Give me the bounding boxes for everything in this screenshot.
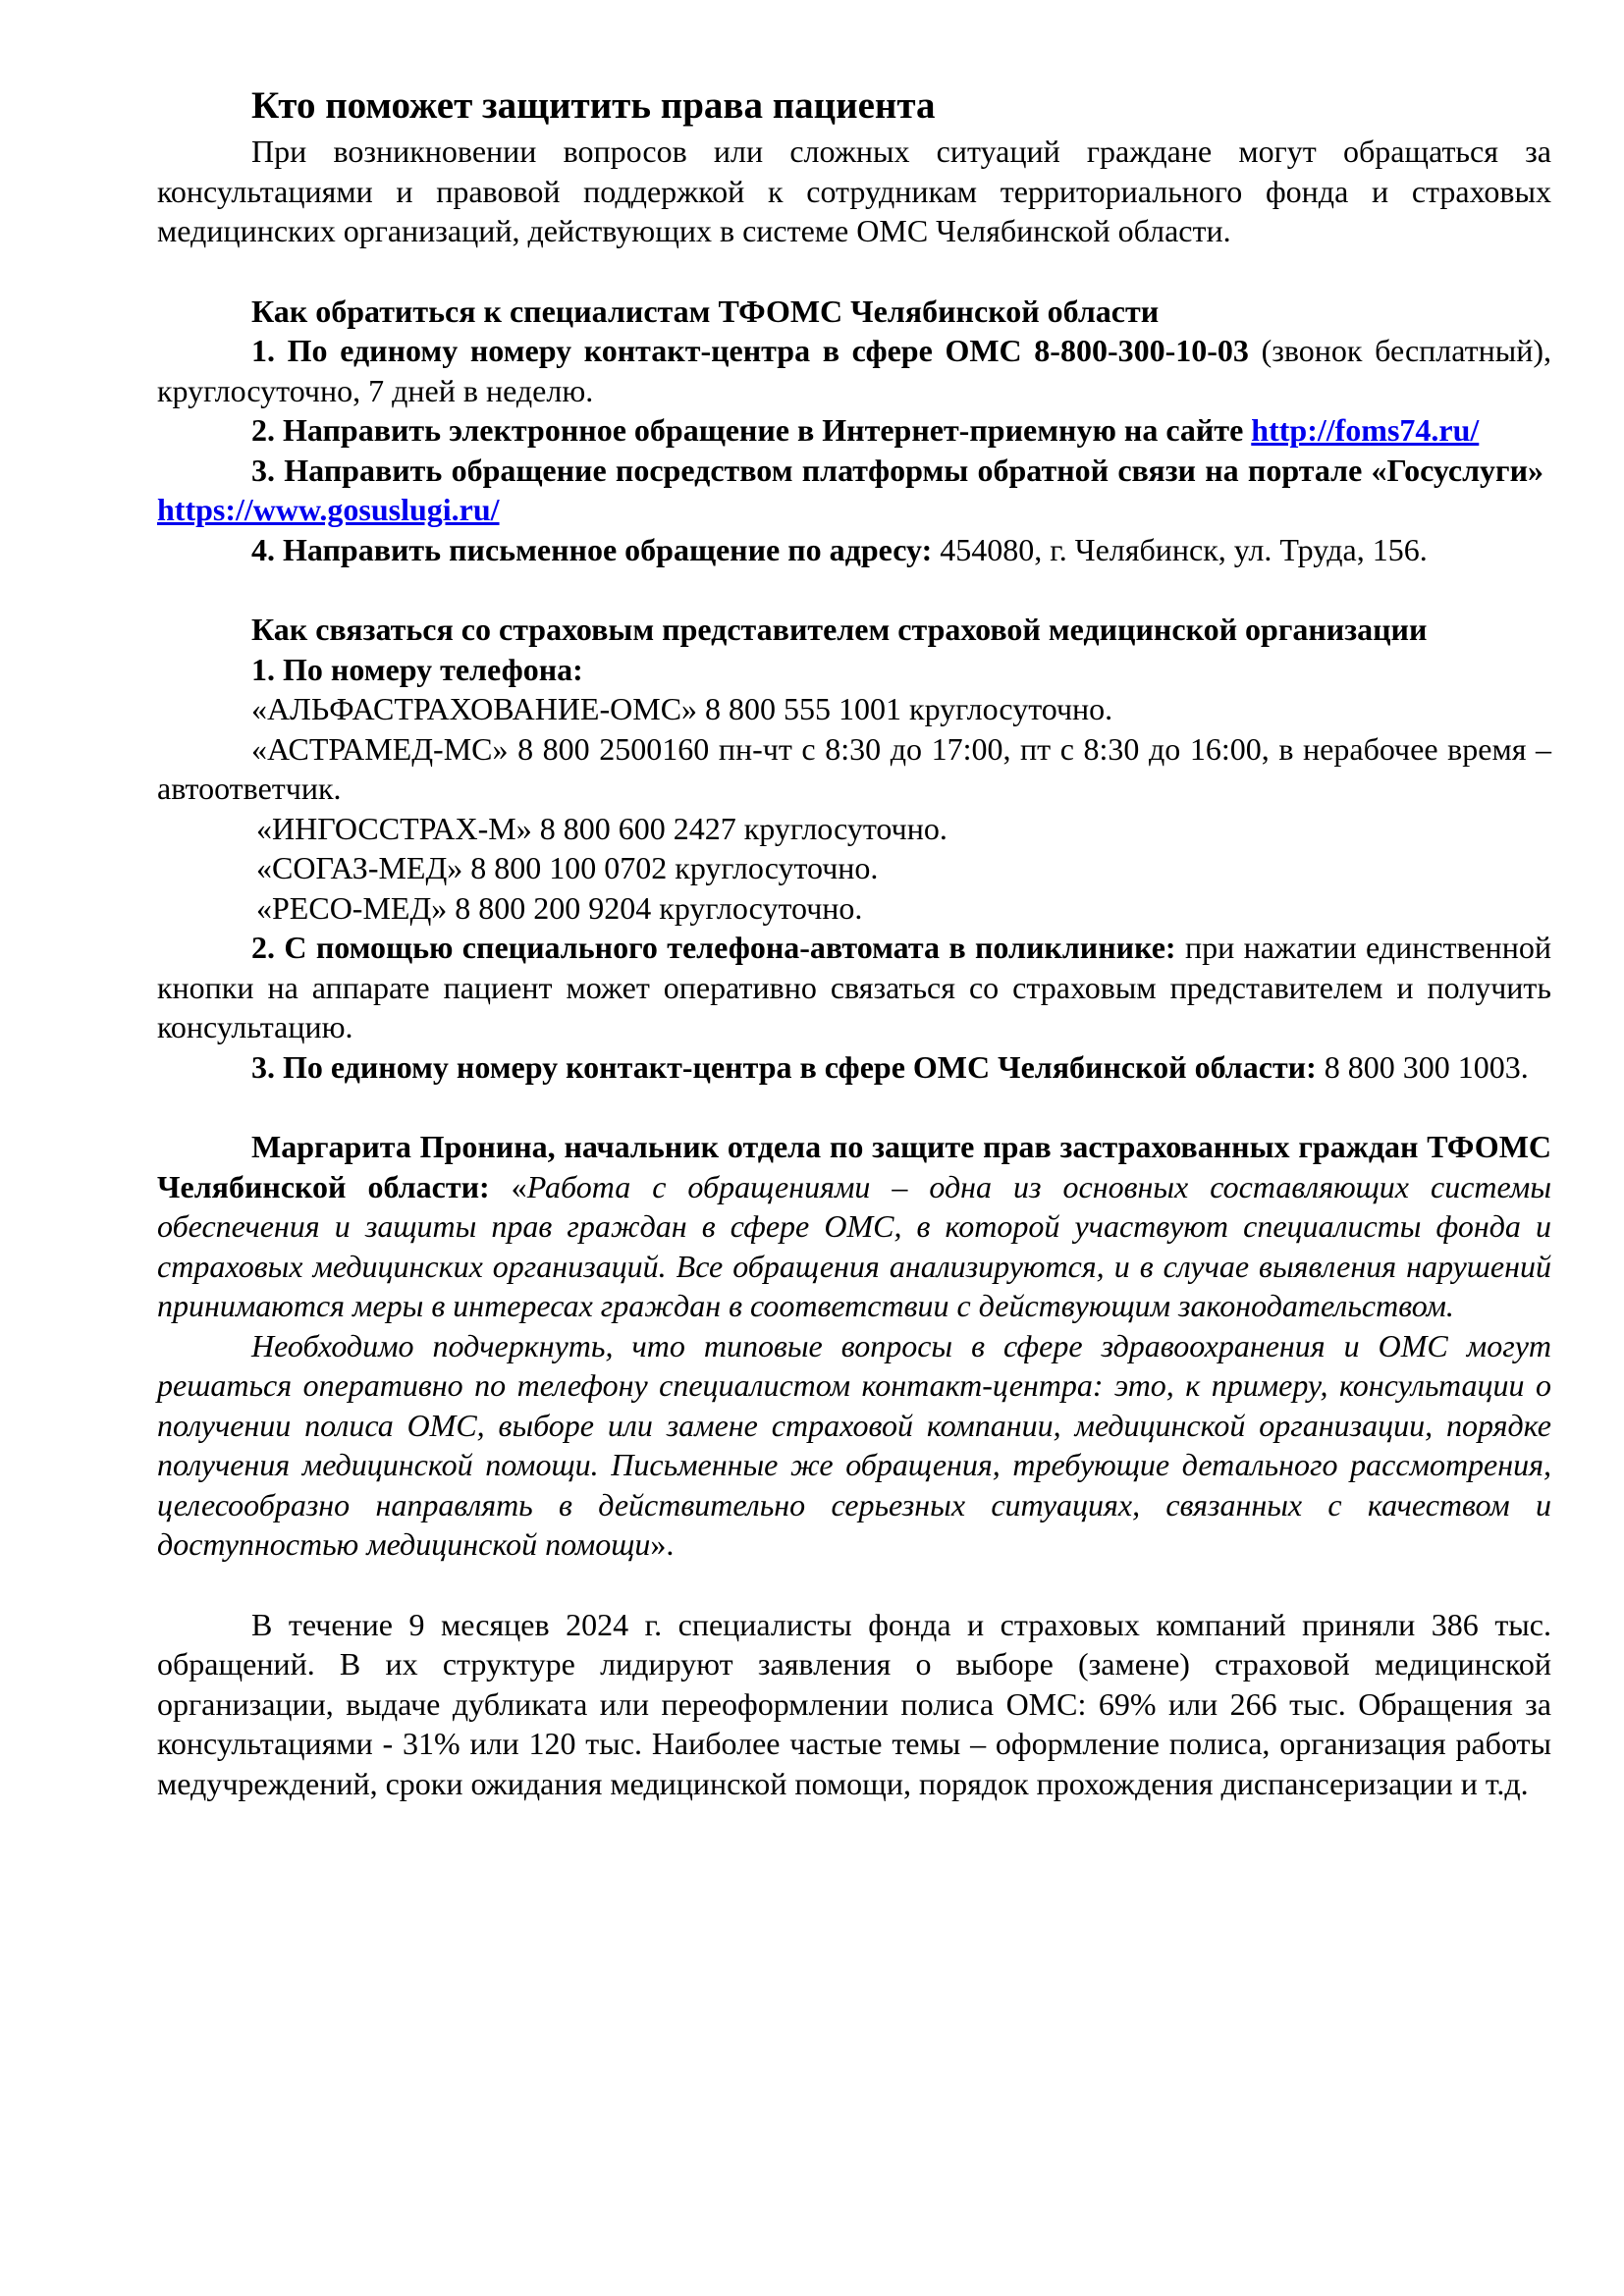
spacer: [157, 251, 1551, 292]
tfoms-item-2: [157, 410, 1551, 451]
quote-paragraph-2: [157, 1326, 1551, 1565]
tfoms-item-1: [157, 331, 1551, 410]
company-reso: «РЕСО-МЕД» 8 800 200 9204 круглосуточно.: [256, 889, 863, 926]
smo-item-3: [157, 1047, 1551, 1088]
foms-site-link[interactable]: http://foms74.ru/: [1251, 412, 1480, 448]
stats-paragraph: В течение 9 месяцев 2024 г. специалисты фонда и страховых компаний приняли 386 тыс. обращений. В их структуре лидируют заявления о выборе (замене) страховой медицинской организации, выдаче дубликата или переоформлении полиса ОМС: 69% или 266 тыс. Обращения за консультациями - 31% или 120 тыс. Наиболее частые темы – оформление полиса, организация работы медучреждений, сроки ожидания медицинской помощи, порядок прохождения диспансеризации и т.д.: [157, 1606, 1551, 1801]
tfoms-item-2-bold: 2. Направить электронное обращение в Интернет-приемную на сайте: [251, 412, 1244, 448]
smo-item-2: [157, 928, 1551, 1047]
company-sogaz: «СОГАЗ-МЕД» 8 800 100 0702 круглосуточно.: [256, 850, 879, 885]
quote-paragraph-1: [157, 1127, 1551, 1326]
tfoms-item-4: [157, 530, 1551, 570]
spacer: [157, 1565, 1551, 1605]
tfoms-item-4-text: 454080, г. Челябинск, ул. Труда, 156.: [932, 531, 1428, 567]
tfoms-item-4-bold: 4. Направить письменное обращение по адресу:: [251, 531, 933, 567]
intro-paragraph: При возникновении вопросов или сложных ситуаций граждане могут обращаться за консультациями и правовой поддержкой к сотрудникам территориального фонда и страховых медицинских организаций, действующих в системе ОМС Челябинской области.: [157, 133, 1551, 248]
company-astramed: «АСТРАМЕД-МС» 8 800 2500160 пн-чт с 8:30 до 17:00, пт с 8:30 до 16:00, в нерабочее время – автоответчик.: [157, 730, 1551, 806]
quote-close-mark: ».: [650, 1526, 675, 1562]
gosuslugi-link[interactable]: https://www.gosuslugi.ru/: [157, 492, 500, 527]
quote-open-mark: «: [489, 1168, 527, 1204]
document-page: [157, 82, 1551, 1803]
tfoms-heading: Как обратиться к специалистам ТФОМС Челябинской области: [251, 293, 1160, 329]
smo-item-2-bold: 2. С помощью специального телефона-автомата в поликлинике:: [251, 930, 1176, 965]
smo-phone-heading: 1. По номеру телефона:: [251, 651, 583, 687]
smo-item-3-text: 8 800 300 1003.: [1316, 1048, 1529, 1085]
page-title: Кто поможет защитить права пациента: [251, 84, 936, 127]
quote-speaker: Маргарита Пронина, начальник отдела по защите прав застрахованных граждан ТФОМС Челябинской области:: [157, 1129, 1551, 1204]
smo-item-2-text: при нажатии единственной кнопки на аппарате пациент может оперативно связаться со страховым представителем и получить консультацию.: [157, 930, 1552, 1044]
quote-text-2: Необходимо подчеркнуть, что типовые вопросы в сфере здравоохранения и ОМС могут решаться оперативно по телефону специалистом контакт-центра: это, к примеру, консультации о получении полиса ОМС, выборе или замене страховой компании, медицинской организации, порядке получения медицинской помощи. Письменные же обращения, требующие детального рассмотрения, целесообразно направлять в действительно серьезных ситуациях, связанных с качеством и доступностью медицинской помощи: [157, 1327, 1551, 1562]
spacer: [157, 569, 1551, 610]
smo-item-3-bold: 3. По единому номеру контакт-центра в сфере ОМС Челябинской области:: [251, 1048, 1317, 1085]
spacer: [157, 1087, 1551, 1127]
tfoms-item-1-text: (звонок бесплатный), круглосуточно, 7 дней в неделю.: [157, 333, 1552, 408]
company-alfa: «АЛЬФАСТРАХОВАНИЕ-ОМС» 8 800 555 1001 круглосуточно.: [251, 691, 1113, 726]
tfoms-item-3-bold: 3. Направить обращение посредством платформы обратной связи на портале «Госуслуги»: [251, 452, 1543, 488]
smo-heading: Как связаться со страховым представителем страховой медицинской организации: [251, 612, 1428, 647]
quote-text-1: Работа с обращениями – одна из основных составляющих системы обеспечения и защиты прав граждан в сфере ОМС, в которой участвуют специалисты фонда и страховых медицинских организаций. Все обращения анализируются, и в случае выявления нарушений принимаются меры в интересах граждан в соответствии с действующим законодательством.: [157, 1168, 1552, 1323]
tfoms-item-3: [157, 451, 1551, 530]
company-ingosstrakh: «ИНГОССТРАХ-М» 8 800 600 2427 круглосуточно.: [256, 810, 947, 846]
tfoms-item-1-bold: 1. По единому номеру контакт-центра в сфере ОМС 8-800-300-10-03: [251, 333, 1249, 368]
